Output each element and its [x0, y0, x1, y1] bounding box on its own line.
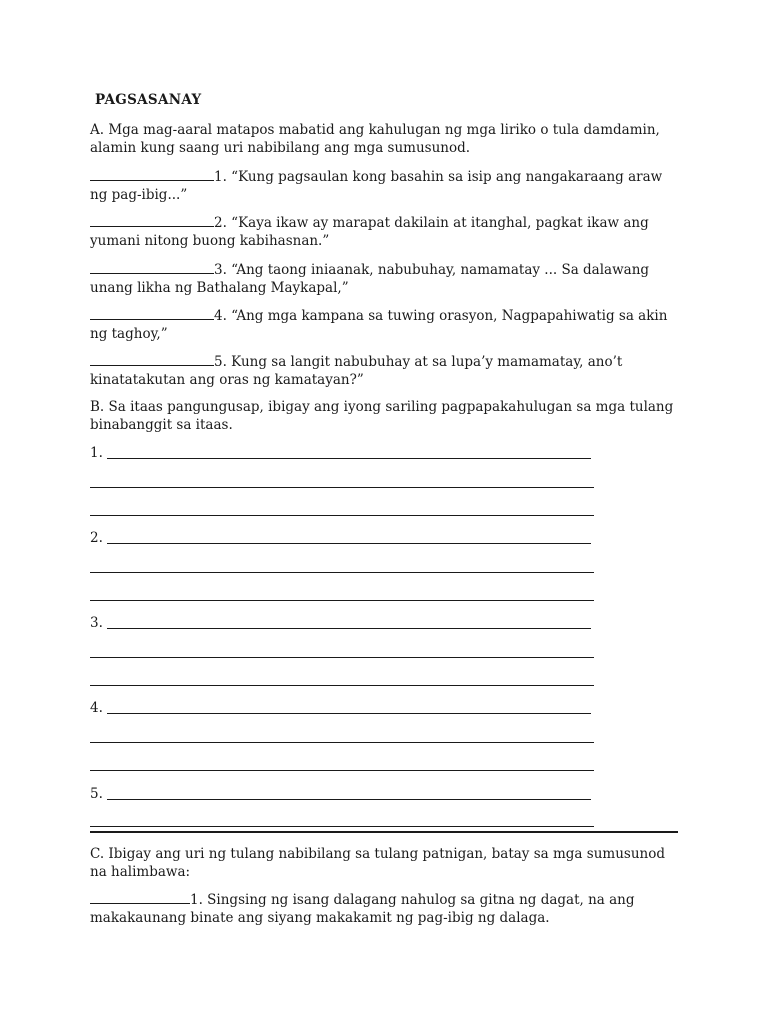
answer-line[interactable]: [107, 799, 591, 800]
section-divider: [90, 831, 678, 833]
page-title: PAGSASANAY: [95, 92, 202, 108]
answer-line[interactable]: [90, 487, 594, 488]
answer-number: 5.: [90, 786, 103, 802]
item-text: 2. “Kaya ikaw ay marapat dakilain at itanghal, pagkat ikaw ang: [214, 215, 649, 231]
item-text-continued: makakaunang binate ang siyang makakamit ng pag-ibig ng dalaga.: [90, 910, 550, 926]
answer-blank[interactable]: [90, 306, 214, 320]
section-c-instruction-line2: na halimbawa:: [90, 864, 191, 880]
answer-line[interactable]: [90, 826, 594, 827]
section-a-item-3: [90, 260, 690, 297]
answer-line[interactable]: [90, 515, 594, 516]
item-text: 4. “Ang mga kampana sa tuwing orasyon, Nagpapahiwatig sa akin: [214, 308, 668, 324]
answer-line[interactable]: [90, 770, 594, 771]
section-a-item-5: [90, 352, 690, 389]
section-a-item-4: [90, 306, 690, 343]
answer-line[interactable]: [107, 628, 591, 629]
section-a-instruction: [90, 121, 690, 157]
item-text-continued: unang likha ng Bathalang Maykapal,”: [90, 280, 349, 296]
section-a-item-2: [90, 213, 690, 250]
answer-number: 4.: [90, 700, 103, 716]
item-text: 1. Singsing ng isang dalagang nahulog sa gitna ng dagat, na ang: [190, 892, 635, 908]
answer-number: 3.: [90, 615, 103, 631]
answer-blank[interactable]: [90, 213, 214, 227]
item-text: 1. “Kung pagsaulan kong basahin sa isip ang nangakaraang araw: [214, 169, 663, 185]
answer-line[interactable]: [107, 713, 591, 714]
item-text-continued: kinatatakutan ang oras ng kamatayan?”: [90, 372, 364, 388]
item-text-continued: ng pag-ibig...”: [90, 187, 188, 203]
section-c-instruction-line1: C. Ibigay ang uri ng tulang nabibilang sa tulang patnigan, batay sa mga sumusunod: [90, 846, 665, 862]
section-a-instruction-line1: A. Mga mag-aaral matapos mabatid ang kahulugan ng mga liriko o tula damdamin,: [90, 122, 660, 138]
section-c-item-1: [90, 890, 690, 927]
answer-number: 1.: [90, 445, 103, 461]
item-text: 5. Kung sa langit nabubuhay at sa lupa’y mamamatay, ano’t: [214, 354, 623, 370]
section-b-instruction-line1: B. Sa itaas pangungusap, ibigay ang iyong sariling pagpapakahulugan sa mga tulang: [90, 399, 674, 415]
answer-line[interactable]: [107, 458, 591, 459]
answer-blank[interactable]: [90, 352, 214, 366]
section-b-instruction-line2: binabanggit sa itaas.: [90, 417, 233, 433]
section-a-instruction-line2: alamin kung saang uri nabibilang ang mga sumusunod.: [90, 140, 471, 156]
answer-line[interactable]: [107, 543, 591, 544]
answer-number: 2.: [90, 530, 103, 546]
item-text-continued: ng taghoy,”: [90, 326, 168, 342]
section-b-instruction: [90, 398, 690, 434]
answer-line[interactable]: [90, 600, 594, 601]
answer-line[interactable]: [90, 657, 594, 658]
answer-line[interactable]: [90, 742, 594, 743]
answer-blank[interactable]: [90, 890, 190, 904]
answer-blank[interactable]: [90, 167, 214, 181]
answer-blank[interactable]: [90, 260, 214, 274]
item-text: 3. “Ang taong iniaanak, nabubuhay, namamatay ... Sa dalawang: [214, 262, 650, 278]
answer-line[interactable]: [90, 572, 594, 573]
answer-line[interactable]: [90, 685, 594, 686]
section-a-item-1: [90, 167, 690, 204]
section-c-instruction: [90, 845, 690, 881]
item-text-continued: yumani nitong buong kabihasnan.”: [90, 233, 330, 249]
